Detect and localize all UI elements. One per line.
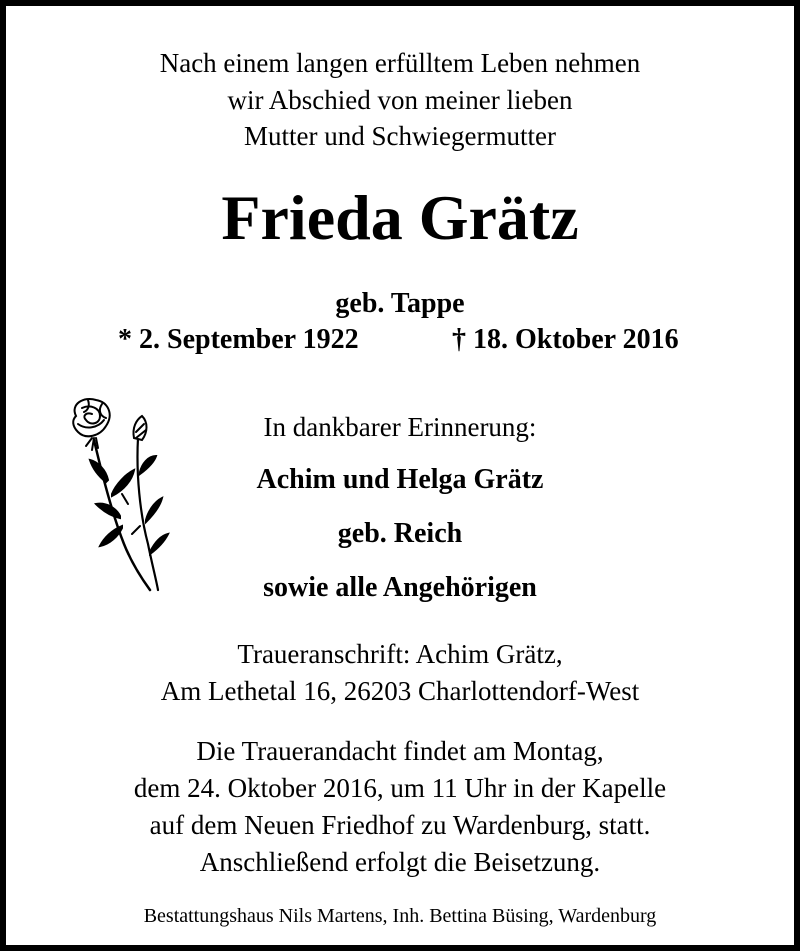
mourners-line-1: Achim und Helga Grätz xyxy=(256,464,544,495)
address-line-1: Traueranschrift: Achim Grätz, xyxy=(237,639,563,669)
funeral-home-footer: Bestattungshaus Nils Martens, Inh. Bettina Büsing, Wardenburg xyxy=(143,905,657,927)
service-line-2: dem 24. Oktober 2016, um 11 Uhr in der Kapelle xyxy=(133,773,667,803)
birth-date: * 2. September 1922 xyxy=(118,324,359,355)
death-date: † 18. Oktober 2016 xyxy=(452,324,679,355)
intro-line-1: Nach einem langen erfülltem Leben nehmen xyxy=(159,48,641,78)
service-line-1: Die Trauerandacht findet am Montag, xyxy=(196,736,604,766)
mourners-line-3: sowie alle Angehörigen xyxy=(263,572,537,603)
mourners-intro: In dankbarer Erinnerung: xyxy=(263,412,537,442)
birth-name: geb. Tappe xyxy=(335,288,465,319)
mourners-line-2: geb. Reich xyxy=(337,518,463,549)
service-line-3: auf dem Neuen Friedhof zu Wardenburg, statt. xyxy=(149,810,651,840)
intro-line-2: wir Abschied von meiner lieben xyxy=(227,85,573,115)
deceased-name: Frieda Grätz xyxy=(221,182,579,253)
service-line-4: Anschließend erfolgt die Beisetzung. xyxy=(199,847,601,877)
address-line-2: Am Lethetal 16, 26203 Charlottendorf-West xyxy=(160,676,640,706)
intro-line-3: Mutter und Schwiegermutter xyxy=(244,121,556,151)
